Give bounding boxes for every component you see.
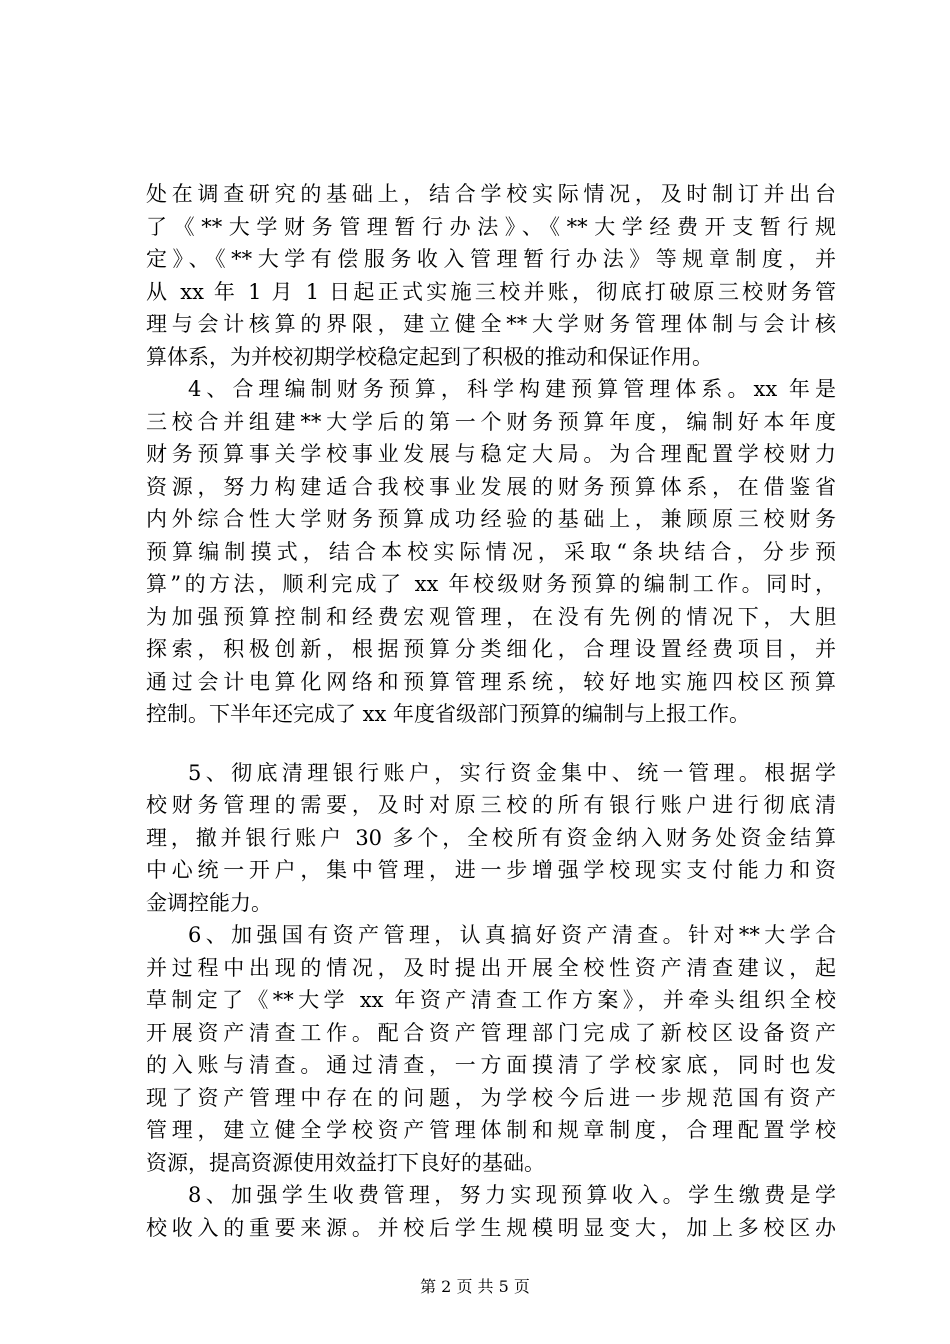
text-line: 财务预算事关学校事业发展与稳定大局。为合理配置学校财力 xyxy=(146,442,836,466)
text-line: 6、加强国有资产管理，认真搞好资产清查。针对**大学合 xyxy=(188,923,836,947)
text-line: 8、加强学生收费管理，努力实现预算收入。学生缴费是学 xyxy=(188,1183,836,1207)
text-line: 4、合理编制财务预算，科学构建预算管理体系。xx 年是 xyxy=(188,377,836,401)
paragraph-6 xyxy=(146,919,836,1179)
text-line: 了《**大学财务管理暂行办法》、《**大学经费开支暂行规 xyxy=(146,214,836,239)
text-line: 资源，努力构建适合我校事业发展的财务预算体系，在借鉴省 xyxy=(146,474,836,499)
text-line: 草制定了《**大学 xx 年资产清查工作方案》，并牵头组织全校 xyxy=(146,988,836,1012)
text-line: 控制。下半年还完成了 xx 年度省级部门预算的编制与上报工作。 xyxy=(146,702,751,726)
document-body xyxy=(146,178,836,1244)
paragraph-4 xyxy=(146,373,836,731)
text-line: 开展资产清查工作。配合资产管理部门完成了新校区设备资产 xyxy=(146,1020,836,1045)
text-line: 为加强预算控制和经费宏观管理，在没有先例的情况下，大胆 xyxy=(146,604,836,629)
text-line: 金调控能力。 xyxy=(146,890,272,915)
text-line: 现了资产管理中存在的问题，为学校今后进一步规范国有资产 xyxy=(146,1085,836,1110)
text-line: 三校合并组建**大学后的第一个财务预算年度，编制好本年度 xyxy=(146,409,836,434)
text-line: 理与会计核算的界限，建立健全**大学财务管理体制与会计核 xyxy=(146,312,836,336)
page-footer xyxy=(0,1277,950,1297)
paragraph-continuation xyxy=(146,178,836,373)
text-line: 的入账与清查。通过清查，一方面摸清了学校家底，同时也发 xyxy=(146,1053,836,1077)
text-line: 从 xx 年 1 月 1 日起正式实施三校并账，彻底打破原三校财务管 xyxy=(146,279,836,304)
text-line: 并过程中出现的情况，及时提出开展全校性资产清查建议，起 xyxy=(146,955,836,980)
text-line: 中心统一开户，集中管理，进一步增强学校现实支付能力和资 xyxy=(146,858,836,882)
text-line: 算”的方法，顺利完成了 xx 年校级财务预算的编制工作。同时， xyxy=(146,572,836,596)
text-line: 探索，积极创新，根据预算分类细化，合理设置经费项目，并 xyxy=(146,637,836,661)
text-line: 预算编制摸式，结合本校实际情况，采取“条块结合，分步预 xyxy=(146,539,836,564)
text-line: 管理，建立健全学校资产管理体制和规章制度，合理配置学校 xyxy=(146,1118,836,1142)
text-line: 内外综合性大学财务预算成功经验的基础上，兼顾原三校财务 xyxy=(146,507,836,531)
page-number-label: 第 2 页 共 5 页 xyxy=(420,1277,530,1296)
text-line: 资源，提高资源使用效益打下良好的基础。 xyxy=(146,1150,545,1175)
text-line: 校财务管理的需要，及时对原三校的所有银行账户进行彻底清 xyxy=(146,793,836,817)
text-line: 校收入的重要来源。并校后学生规模明显变大，加上多校区办 xyxy=(146,1215,836,1240)
text-line: 处在调查研究的基础上，结合学校实际情况，及时制订并出台 xyxy=(146,182,836,206)
text-line: 5、彻底清理银行账户，实行资金集中、统一管理。根据学 xyxy=(188,760,836,785)
paragraph-5 xyxy=(146,757,836,920)
text-line: 算体系，为并校初期学校稳定起到了积极的推动和保证作用。 xyxy=(146,344,713,369)
paragraph-8 xyxy=(146,1179,836,1244)
text-line: 定》、《**大学有偿服务收入管理暂行办法》等规章制度，并 xyxy=(146,247,836,271)
text-line: 通过会计电算化网络和预算管理系统，较好地实施四校区预算 xyxy=(146,669,836,694)
text-line: 理，撤并银行账户 30 多个，全校所有资金纳入财务处资金结算 xyxy=(146,825,836,850)
paragraph-spacer xyxy=(146,731,836,757)
